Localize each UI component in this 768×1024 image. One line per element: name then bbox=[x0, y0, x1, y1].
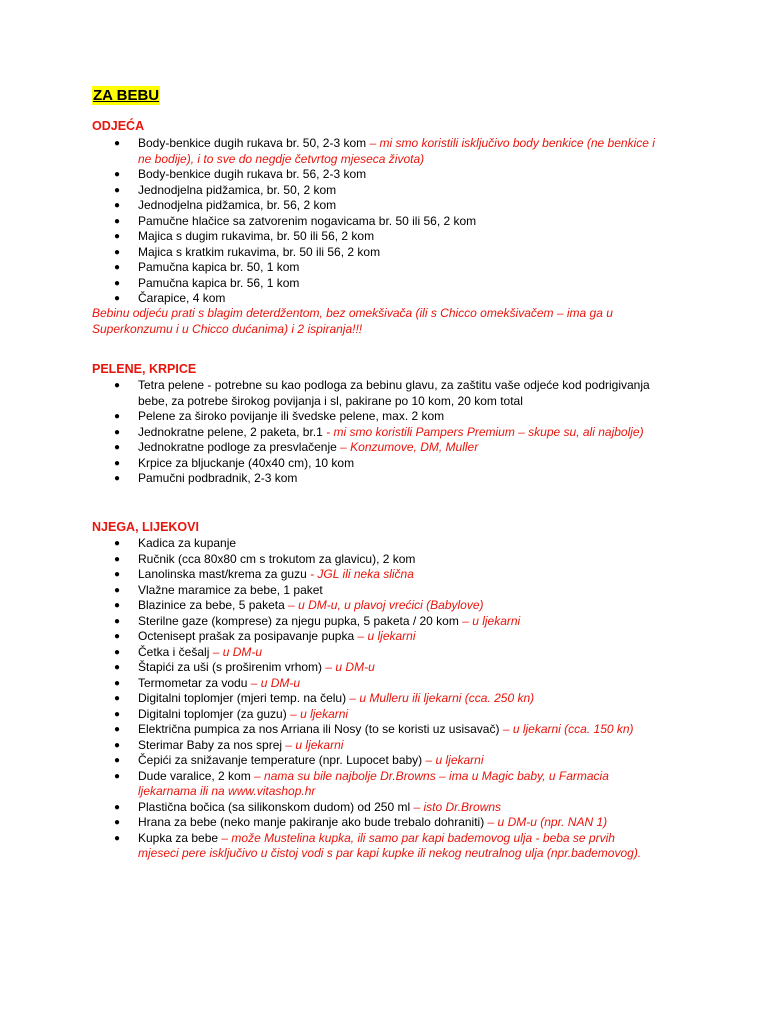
item-note: – u DM-u, u plavoj vrećici (Babylove) bbox=[288, 598, 484, 612]
list-item bbox=[0, 800, 658, 816]
page-title: ZA BEBU bbox=[93, 87, 160, 104]
item-text: Čepići za snižavanje temperature (npr. Lupocet baby) bbox=[138, 753, 423, 767]
list-item bbox=[0, 276, 658, 292]
bullet-icon: ● bbox=[114, 262, 121, 273]
bullet-icon: ● bbox=[114, 817, 121, 828]
item-note: – u ljekarni bbox=[357, 629, 416, 643]
item-text: Jednokratne pelene, 2 paketa, br.1 bbox=[138, 424, 323, 439]
item-note: – u DM-u bbox=[322, 660, 375, 674]
list-item bbox=[0, 471, 658, 487]
item-text: Body-benkice dugih rukava br. 50, 2-3 kom bbox=[138, 136, 367, 150]
bullet-icon: ● bbox=[114, 473, 121, 484]
item-text: Četka i češalj bbox=[138, 644, 210, 659]
bullet-icon: ● bbox=[114, 739, 121, 751]
section-heading-odjeca: ODJEĆA bbox=[92, 119, 145, 133]
list-item bbox=[0, 831, 658, 862]
item-note: – u DM-u bbox=[247, 675, 301, 690]
list-item bbox=[0, 738, 658, 754]
item-text: Pamučni podbradnik, 2-3 kom bbox=[138, 471, 298, 485]
bullet-icon: ● bbox=[114, 584, 121, 596]
item-text: Vlažne maramice za bebe, 1 paket bbox=[138, 582, 323, 597]
bullet-icon: ● bbox=[114, 215, 121, 227]
item-note: – mi smo koristili isključivo body benkice (ne benkice i ne bodije), i to sve do negdje četvrtog mjeseca života) bbox=[138, 136, 655, 166]
diapers-list bbox=[0, 378, 768, 487]
item-note: – u ljekarni bbox=[282, 737, 344, 752]
item-text: Štapići za uši (s proširenim vrhom) bbox=[138, 660, 323, 674]
list-item bbox=[0, 260, 658, 276]
section-heading-njega: NJEGA, LIJEKOVI bbox=[92, 520, 199, 534]
item-text: Octenisept prašak za posipavanje pupka bbox=[138, 629, 358, 643]
bullet-icon: ● bbox=[114, 724, 121, 735]
item-text: Tetra pelene - potrebne su kao podloga za bebinu glavu, za zaštitu vaše odjeće kod podrigivanja bebe, za potrebe širokog povijanja i sl, pakirane po 10 kom, 20 kom total bbox=[138, 378, 650, 408]
bullet-icon: ● bbox=[114, 553, 121, 565]
bullet-icon: ● bbox=[114, 231, 121, 242]
bullet-icon: ● bbox=[114, 600, 121, 611]
item-text: Digitalni toplomjer (za guzu) bbox=[138, 706, 287, 721]
bullet-icon: ● bbox=[114, 293, 121, 304]
bullet-icon: ● bbox=[114, 646, 121, 658]
bullet-icon: ● bbox=[114, 138, 121, 149]
list-item bbox=[0, 136, 658, 167]
bullet-icon: ● bbox=[114, 538, 121, 549]
item-text: Ručnik (cca 80x80 cm s trokutom za glavicu), 2 kom bbox=[138, 551, 416, 566]
bullet-icon: ● bbox=[114, 708, 121, 720]
bullet-icon: ● bbox=[114, 426, 121, 438]
bullet-icon: ● bbox=[114, 677, 121, 689]
item-text: Majica s dugim rukavima, br. 50 ili 56, 2 kom bbox=[138, 229, 375, 243]
item-text: Krpice za bljuckanje (40x40 cm), 10 kom bbox=[138, 455, 355, 470]
list-item bbox=[0, 552, 658, 568]
list-item bbox=[0, 629, 658, 645]
list-item bbox=[0, 456, 658, 472]
bullet-icon: ● bbox=[114, 832, 121, 844]
list-item bbox=[0, 707, 658, 723]
bullet-icon: ● bbox=[114, 770, 121, 782]
list-item bbox=[0, 645, 658, 661]
item-text: Kadica za kupanje bbox=[138, 536, 237, 550]
list-item bbox=[0, 815, 658, 831]
list-item bbox=[0, 722, 658, 738]
list-item bbox=[0, 691, 658, 707]
item-text: Dude varalice, 2 kom bbox=[138, 768, 251, 783]
bullet-icon: ● bbox=[114, 277, 121, 289]
item-note: – u ljekarni (cca. 150 kn) bbox=[499, 722, 634, 736]
item-note: – u DM-u (npr. NAN 1) bbox=[484, 815, 608, 829]
bullet-icon: ● bbox=[114, 569, 121, 580]
list-item bbox=[0, 676, 658, 692]
item-text: Blazinice za bebe, 5 paketa bbox=[138, 598, 289, 612]
list-item bbox=[0, 567, 658, 583]
item-text: Sterimar Baby za nos sprej bbox=[138, 737, 283, 752]
item-note: – u ljekarni bbox=[286, 706, 349, 721]
list-item bbox=[0, 183, 658, 199]
list-item bbox=[0, 291, 658, 307]
clothing-washing-note: Bebinu odjeću prati s blagim deterdžentom, bez omekšivača (ili s Chicco omekšivačem – ima ga u Superkonzumu i u Chicco dućanima) i 2 ispiranja!!! bbox=[92, 306, 613, 336]
bullet-icon: ● bbox=[114, 615, 121, 627]
item-text: Jednodjelna pidžamica, br. 50, 2 kom bbox=[138, 182, 337, 197]
item-text: Električna pumpica za nos Arriana ili Nosy (to se koristi uz usisavač) bbox=[138, 722, 500, 736]
item-note: – nama su bile najbolje Dr.Browns – ima u Magic baby, u Farmacia ljekarnama ili na www.vitashop.hr bbox=[138, 768, 609, 798]
item-text: Jednodjelna pidžamica, br. 56, 2 kom bbox=[138, 198, 337, 212]
bullet-icon: ● bbox=[114, 457, 121, 469]
item-text: Digitalni toplomjer (mjeri temp. na čelu) bbox=[138, 691, 347, 705]
item-text: Jednokratne podloge za presvlačenje bbox=[138, 440, 337, 454]
item-text: Pamučna kapica br. 50, 1 kom bbox=[138, 260, 300, 274]
list-item bbox=[0, 229, 658, 245]
list-item bbox=[0, 583, 658, 599]
list-item bbox=[0, 769, 658, 800]
list-item bbox=[0, 409, 658, 425]
item-text: Majica s kratkim rukavima, br. 50 ili 56, 2 kom bbox=[138, 244, 381, 259]
bullet-icon: ● bbox=[114, 184, 121, 196]
section-heading-pelene: PELENE, KRPICE bbox=[92, 362, 197, 376]
item-text: Pamučne hlačice sa zatvorenim nogavicama br. 50 ili 56, 2 kom bbox=[138, 213, 477, 228]
item-note: – može Mustelina kupka, ili samo par kapi bademovog ulja - beba se prvih mjeseci pere isključivo u čistoj vodi s par kapi kupke ili nekog neutralnog ulja (npr.bademovog). bbox=[138, 830, 642, 860]
bullet-icon: ● bbox=[114, 693, 121, 704]
list-item bbox=[0, 440, 658, 456]
bullet-icon: ● bbox=[114, 755, 121, 766]
item-text: Čarapice, 4 kom bbox=[138, 291, 226, 305]
list-item bbox=[0, 536, 658, 552]
bullet-icon: ● bbox=[114, 662, 121, 673]
list-item bbox=[0, 660, 658, 676]
item-text: Kupka za bebe bbox=[138, 830, 219, 845]
item-note: – u Mulleru ili ljekarni (cca. 250 kn) bbox=[346, 691, 535, 705]
list-item bbox=[0, 198, 658, 214]
item-text: Termometar za vodu bbox=[138, 675, 248, 690]
item-text: Lanolinska mast/krema za guzu bbox=[138, 567, 307, 581]
bullet-icon: ● bbox=[114, 200, 121, 211]
list-item bbox=[0, 245, 658, 261]
bullet-icon: ● bbox=[114, 246, 121, 258]
item-note: – u ljekarni bbox=[458, 613, 521, 628]
item-text: Sterilne gaze (komprese) za njegu pupka, 5 paketa / 20 kom bbox=[138, 613, 459, 628]
item-text: Pelene za široko povijanje ili švedske pelene, max. 2 kom bbox=[138, 409, 445, 423]
item-note: – u ljekarni bbox=[422, 753, 484, 767]
item-text: Pamučna kapica br. 56, 1 kom bbox=[138, 275, 300, 290]
item-note: – u DM-u bbox=[209, 644, 263, 659]
item-note: - JGL ili neka slična bbox=[306, 567, 414, 581]
list-item bbox=[0, 167, 658, 183]
bullet-icon: ● bbox=[114, 411, 121, 422]
item-note: - mi smo koristili Pampers Premium – skupe su, ali najbolje) bbox=[322, 424, 644, 439]
bullet-icon: ● bbox=[114, 801, 121, 813]
bullet-icon: ● bbox=[114, 169, 121, 180]
list-item bbox=[0, 214, 658, 230]
item-text: Body-benkice dugih rukava br. 56, 2-3 kom bbox=[138, 167, 367, 181]
bullet-icon: ● bbox=[114, 631, 121, 642]
list-item bbox=[0, 598, 658, 614]
list-item bbox=[0, 614, 658, 630]
list-item bbox=[0, 425, 658, 441]
list-item bbox=[0, 378, 658, 409]
item-text: Plastična bočica (sa silikonskom dudom) od 250 ml bbox=[138, 799, 411, 814]
bullet-icon: ● bbox=[114, 442, 121, 453]
clothing-list bbox=[0, 136, 768, 307]
item-text: Hrana za bebe (neko manje pakiranje ako bude trebalo dohraniti) bbox=[138, 815, 485, 829]
item-note: – Konzumove, DM, Muller bbox=[336, 440, 479, 454]
item-note: – isto Dr.Browns bbox=[410, 799, 502, 814]
list-item bbox=[0, 753, 658, 769]
care-medicine-list bbox=[0, 536, 768, 862]
bullet-icon: ● bbox=[114, 380, 121, 391]
